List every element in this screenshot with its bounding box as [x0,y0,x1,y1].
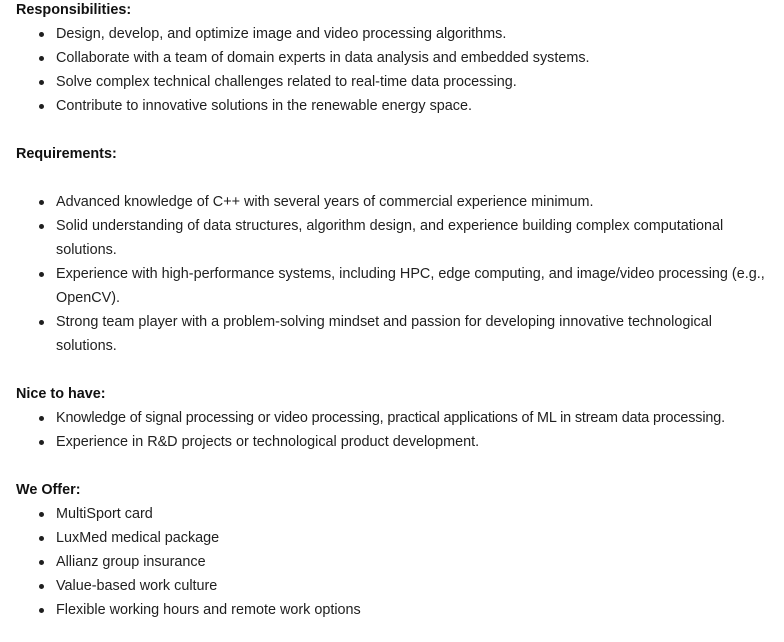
list-item-text: LuxMed medical package [56,530,220,546]
bullet-icon [39,32,44,37]
bullet-icon [39,56,44,61]
list-item [56,310,756,358]
bullet-icon [39,80,44,85]
list-item [56,526,782,550]
bullet-icon [39,536,44,541]
list-item-text: Design, develop, and optimize image and video processing algorithms. [56,26,507,42]
bullet-icon [39,104,44,109]
nice-to-have-list [16,406,782,454]
bullet-icon [39,440,44,445]
list-item-text: Collaborate with a team of domain experts in data analysis and embedded systems. [56,50,590,66]
nice-to-have-heading: Nice to have: [16,386,106,402]
list-item [56,430,782,454]
bullet-icon [39,584,44,589]
list-item [56,598,782,622]
bullet-icon [39,608,44,613]
list-item-text: Allianz group insurance [56,554,206,570]
list-item [56,22,782,46]
responsibilities-heading: Responsibilities: [16,2,132,18]
job-description [16,0,782,622]
list-item [56,406,782,430]
bullet-icon [39,320,44,325]
list-item-text: Experience with high-performance systems, including HPC, edge computing, and image/video processing (e.g., OpenCV). [56,266,765,306]
list-item [56,550,782,574]
list-item [56,502,782,526]
list-item [56,262,768,310]
we-offer-heading: We Offer: [16,482,81,498]
list-item-text: Knowledge of signal processing or video processing, practical applications of ML in stream data processing. [56,410,725,426]
list-item-text: Solve complex technical challenges related to real-time data processing. [56,74,517,90]
list-item-text: Advanced knowledge of C++ with several years of commercial experience minimum. [56,194,594,210]
list-item-text: Flexible working hours and remote work options [56,602,361,618]
list-item [56,94,782,118]
list-item [56,214,762,262]
list-item-text: Value-based work culture [56,578,218,594]
bullet-icon [39,512,44,517]
responsibilities-list [16,22,782,118]
bullet-icon [39,560,44,565]
list-item [56,46,782,70]
list-item-text: Strong team player with a problem-solving mindset and passion for developing innovative technological solutions. [56,314,712,354]
bullet-icon [39,272,44,277]
list-item [56,190,782,214]
list-item-text: Contribute to innovative solutions in the renewable energy space. [56,98,472,114]
requirements-list [16,190,782,358]
list-item-text: Solid understanding of data structures, algorithm design, and experience building complex computational solutions. [56,218,724,258]
bullet-icon [39,200,44,205]
bullet-icon [39,416,44,421]
list-item [56,574,782,598]
requirements-heading: Requirements: [16,146,117,162]
list-item-text: MultiSport card [56,506,153,522]
list-item [56,70,782,94]
bullet-icon [39,224,44,229]
list-item-text: Experience in R&D projects or technological product development. [56,434,480,450]
we-offer-list [16,502,782,622]
